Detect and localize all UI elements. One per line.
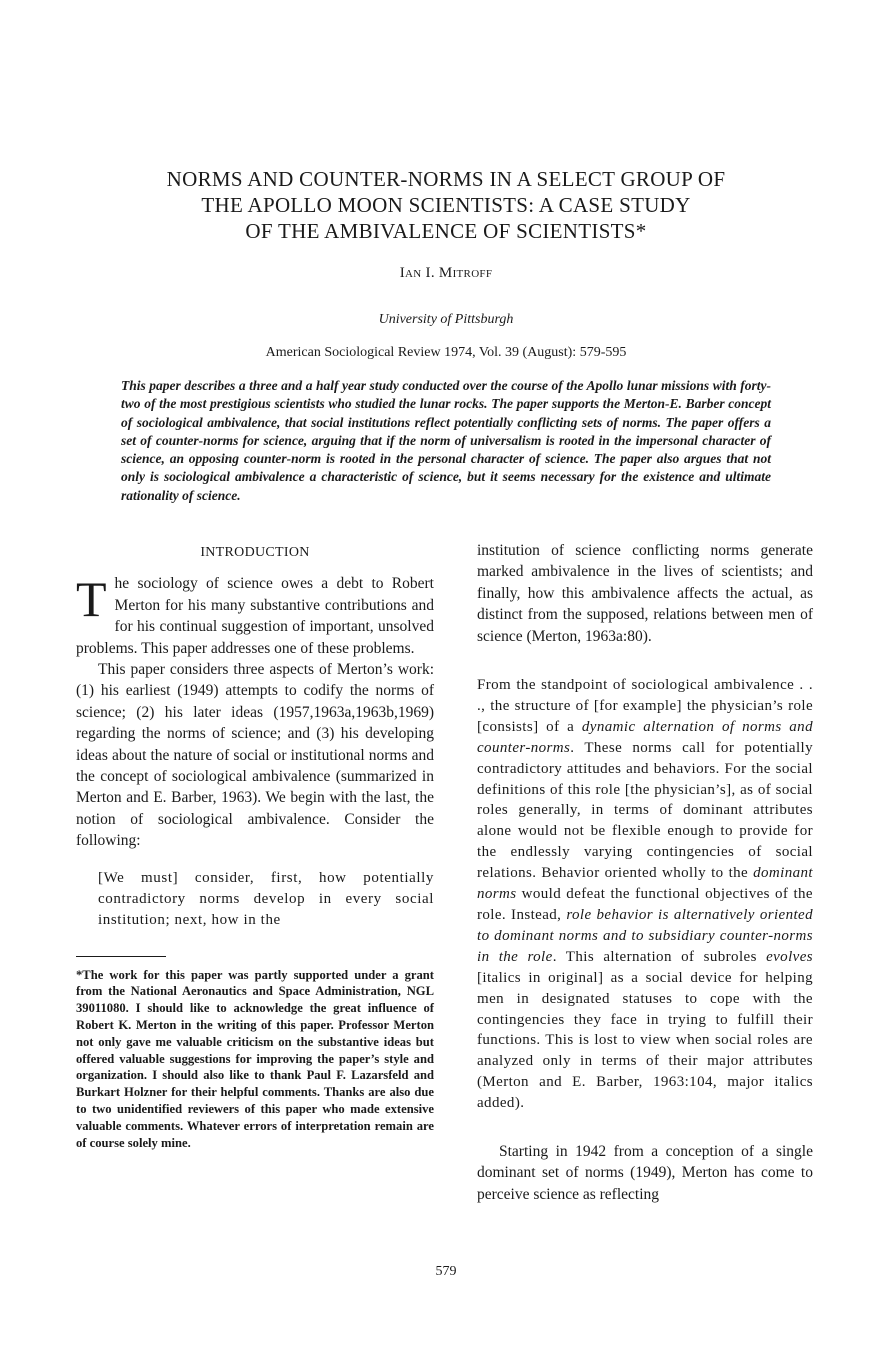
author-affiliation: University of Pittsburgh [378,312,514,327]
quote-text-1: From the standpoint of sociological ambivalence . . ., the structure of [for example] the physician’s role [consists] of a [477,677,813,735]
title-line-1: NORMS AND COUNTER-NORMS IN A SELECT GROUP OF [166,167,726,191]
block-quote-continuation: institution of science conflicting norms generate marked ambivalence in the lives of scientists; and finally, how this ambivalence affects the actual, as distinct from the supposed, relations between men of science (Merton, 1963a:80). [477,542,813,645]
title-line-3: OF THE AMBIVALENCE OF SCIENTISTS* [245,219,647,243]
block-quote-start: [We must] consider, first, how potentially contradictory norms develop in every social institution; next, how in the [98,869,434,929]
abstract: This paper describes a three and a half year study conducted over the course of the Apollo lunar missions with forty-two of the most prestigious scientists who studied the lunar rocks. The paper supports the Merton-E. Barber concept of sociological ambivalence, that social institutions reflect potentially conflicting sets of norms. The paper offers a set of counter-norms for science, arguing that if the norm of universalism is rooted in the impersonal character of science, an opposing counter-norm is rooted in the personal character of science. The paper also argues that not only is sociological ambivalence a characteristic of science, but it seems necessary for the existence and ultimate rationality of science. [121,378,771,503]
intro-paragraph-2: This paper considers three aspects of Merton’s work: (1) his earliest (1949) attempts to codify the norms of science; (2) his later ideas (1957,1963a,1963b,1969) regarding the norms of science; and (3) his developing ideas about the nature of social or institutional norms and the concept of sociological ambivalence (summarized in Merton and E. Barber, 1963). We begin with the last, the notion of sociological ambivalence. Consider the following: [76,661,434,850]
quote-text-2: . These norms call for potentially contradictory attitudes and behaviors. For the social definitions of this role [the physician’s], as of social roles generally, in terms of dominant attributes alone would not be flexible enough to provide for the endlessly varying contingencies of social relations. Behavior oriented wholly to the [477,739,813,882]
page-number: 579 [435,1264,457,1279]
quote-text-5: [italics in original] as a social device for helping men in designated statuses to cope with the contingencies they face in trying to fulfill their functions. This is lost to view when social roles are analyzed only in terms of their major attributes (Merton and E. Barber, 1963:104, major italics added). [477,969,813,1112]
body-paragraph: Starting in 1942 from a conception of a single dominant set of norms (1949), Merton has come to perceive science as reflecting [477,1143,813,1203]
intro-paragraph-1-text: he sociology of science owes a debt to Robert Merton for his many substantive contributions and for his continual suggestion of important, unsolved problems. This paper addresses one of these problems. [76,575,434,657]
intro-paragraph-1 [76,573,434,659]
journal-citation: American Sociological Review 1974, Vol. 39 (August): 579-595 [265,345,627,360]
author-name: Ian I. Mitroff [399,265,493,281]
section-heading: INTRODUCTION [200,545,310,560]
merton-barber-quote [477,675,813,1114]
title-line-2: THE APOLLO MOON SCIENTISTS: A CASE STUDY [201,193,691,217]
left-column [76,540,434,1151]
drop-cap: T [76,571,107,628]
footnote: *The work for this paper was partly supported under a grant from the National Aeronautics and Space Administration, NGL 39011080. I should like to acknowledge the great influence of Robert K. Merton in the writing of this paper. Professor Merton not only gave me valuable criticism on the substantive ideas but offered valuable suggestions for improving the paper’s style and organization. I should also like to thank Paul F. Lazarsfeld and Burkart Holzner for their helpful comments. Thanks are also due to two unidentified reviewers of this paper who made extensive valuable comments. Whatever errors of interpretation remain are of course solely mine. [76,967,434,1150]
right-column [477,540,813,1205]
quote-emphasis-4: evolves [766,948,813,965]
quote-emphasis-2: dominant norms [477,865,813,903]
paper-title [110,166,782,244]
quote-text-3: would defeat the functional objectives of the role. Instead, [477,886,813,923]
quote-text-4: . This alternation of subroles [552,948,767,965]
footnote-divider [76,956,166,957]
quote-emphasis-1: dynamic alternation of norms and counter-norms [477,718,813,756]
quote-emphasis-3: role behavior is alternatively oriented to dominant norms and to subsidiary counter-norms in the role [477,907,814,965]
